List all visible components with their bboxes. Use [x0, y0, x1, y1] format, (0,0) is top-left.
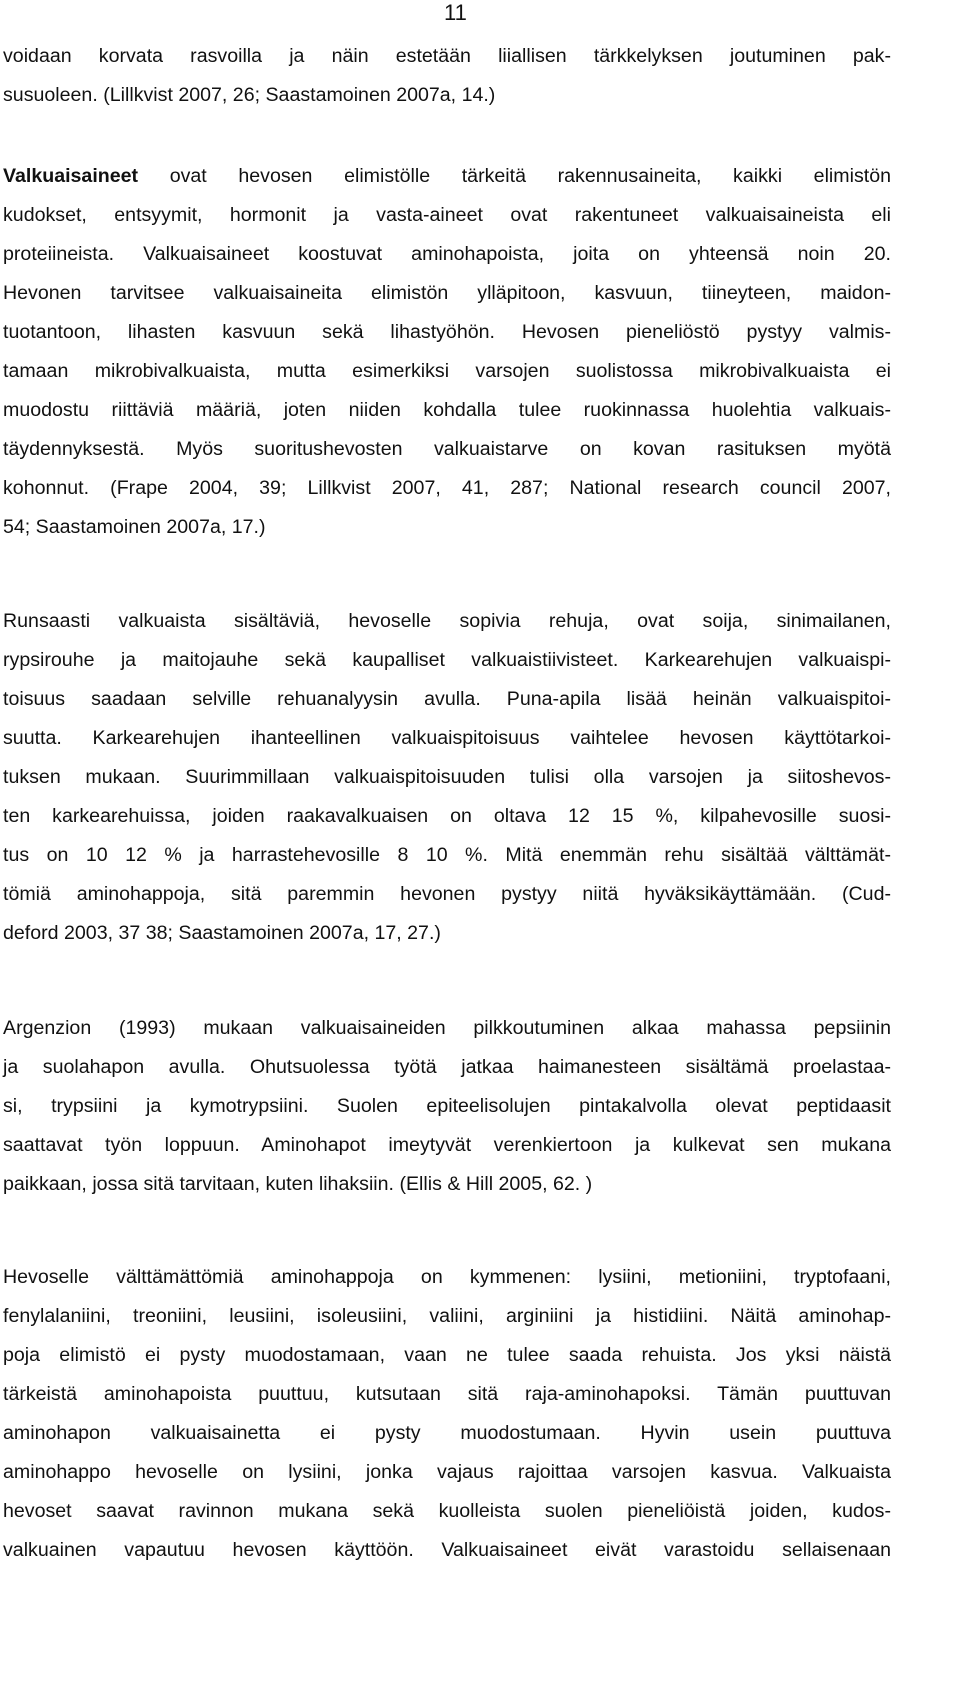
text-line: suutta. Karkearehujen ihanteellinen valkuaispitoisuus vaihtelee hevosen käyttötarkoi- — [3, 727, 891, 749]
text-line: paikkaan, jossa sitä tarvitaan, kuten lihaksiin. (Ellis & Hill 2005, 62. ) — [3, 1173, 593, 1195]
text-line: si, trypsiini ja kymotrypsiini. Suolen epiteelisolujen pintakalvolla olevat peptidaasit — [3, 1095, 891, 1117]
text-line: aminohappo hevoselle on lysiini, jonka vajaus rajoittaa varsojen kasvua. Valkuaista — [3, 1461, 891, 1483]
text-line: proteiineista. Valkuaisaineet koostuvat aminohapoista, joita on yhteensä noin 20. — [3, 243, 891, 265]
text-line: deford 2003, 37 38; Saastamoinen 2007a, 17, 27.) — [3, 922, 441, 944]
text-line: tus on 10 12 % ja harrastehevosille 8 10 %. Mitä enemmän rehu sisältää välttämät- — [3, 844, 891, 866]
text-line: poja elimistö ei pysty muodostamaan, vaan ne tulee saada rehuista. Jos yksi näistä — [3, 1344, 891, 1366]
paragraph-4 — [3, 1009, 891, 1204]
text-line: ja suolahapon avulla. Ohutsuolessa työtä jatkaa haimanesteen sisältämä proelastaa- — [3, 1056, 891, 1078]
text-line: ten karkearehuissa, joiden raakavalkuaisen on oltava 12 15 %, kilpahevosille suosi- — [3, 805, 891, 827]
text-line: toisuus saadaan selville rehuanalyysin avulla. Puna-apila lisää heinän valkuaispitoi- — [3, 688, 891, 710]
text-line: voidaan korvata rasvoilla ja näin estetään liiallisen tärkkelyksen joutuminen pak- — [3, 45, 891, 67]
text-line: fenylalaniini, treoniini, leusiini, isoleusiini, valiini, arginiini ja histidiini. Näitä aminohap- — [3, 1305, 891, 1327]
text-fragment: ovat hevosen elimistölle tärkeitä rakennusaineita, kaikki elimistön — [138, 165, 891, 187]
text-line: täydennyksestä. Myös suoritushevosten valkuaistarve on kovan rasituksen myötä — [3, 438, 891, 460]
text-line: tuksen mukaan. Suurimmillaan valkuaispitoisuuden tulisi olla varsojen ja siitoshevos- — [3, 766, 891, 788]
text-line: tamaan mikrobivalkuaista, mutta esimerkiksi varsojen suolistossa mikrobivalkuaista ei — [3, 360, 891, 382]
text-line: 54; Saastamoinen 2007a, 17.) — [3, 516, 266, 538]
paragraph-3 — [3, 602, 891, 953]
text-line: Argenzion (1993) mukaan valkuaisaineiden pilkkoutuminen alkaa mahassa pepsiinin — [3, 1017, 891, 1039]
text-line: Hevonen tarvitsee valkuaisaineita elimistön ylläpitoon, kasvuun, tiineyteen, maidon- — [3, 282, 891, 304]
text-line: Hevoselle välttämättömiä aminohappoja on kymmenen: lysiini, metioniini, tryptofaani, — [3, 1266, 891, 1288]
text-line — [3, 157, 891, 196]
text-line: hevoset saavat ravinnon mukana sekä kuolleista suolen pieneliöistä joiden, kudos- — [3, 1500, 891, 1522]
text-line: muodostu riittäviä määriä, joten niiden kohdalla tulee ruokinnassa huolehtia valkuais- — [3, 399, 891, 421]
text-line: aminohapon valkuaisainetta ei pysty muodostumaan. Hyvin usein puuttuva — [3, 1422, 891, 1444]
text-line: tömiä aminohappoja, sitä paremmin hevonen pystyy niitä hyväksikäyttämään. (Cud- — [3, 883, 891, 905]
paragraph-5 — [3, 1258, 891, 1570]
text-line: kohonnut. (Frape 2004, 39; Lillkvist 2007, 41, 287; National research council 2007, — [3, 477, 891, 499]
paragraph-2 — [3, 157, 891, 547]
text-line: rypsirouhe ja maitojauhe sekä kaupalliset valkuaistiivisteet. Karkearehujen valkuaispi- — [3, 649, 891, 671]
page-number: 11 — [444, 0, 467, 25]
text-line: tärkeistä aminohapoista puuttuu, kutsutaan sitä raja-aminohapoksi. Tämän puuttuvan — [3, 1383, 891, 1405]
text-line: valkuainen vapautuu hevosen käyttöön. Valkuaisaineet eivät varastoidu sellaisenaan — [3, 1539, 891, 1561]
text-line: Runsaasti valkuaista sisältäviä, hevoselle sopivia rehuja, ovat soija, sinimailanen, — [3, 610, 891, 632]
paragraph-1 — [3, 37, 891, 115]
text-line: susuoleen. (Lillkvist 2007, 26; Saastamoinen 2007a, 14.) — [3, 84, 496, 106]
text-line: saattavat työn loppuun. Aminohapot imeytyvät verenkiertoon ja kulkevat sen mukana — [3, 1134, 891, 1156]
text-line: kudokset, entsyymit, hormonit ja vasta-aineet ovat rakentuneet valkuaisaineista eli — [3, 204, 891, 226]
text-line: tuotantoon, lihasten kasvuun sekä lihastyöhön. Hevosen pieneliöstö pystyy valmis- — [3, 321, 891, 343]
bold-term: Valkuaisaineet — [3, 165, 139, 187]
